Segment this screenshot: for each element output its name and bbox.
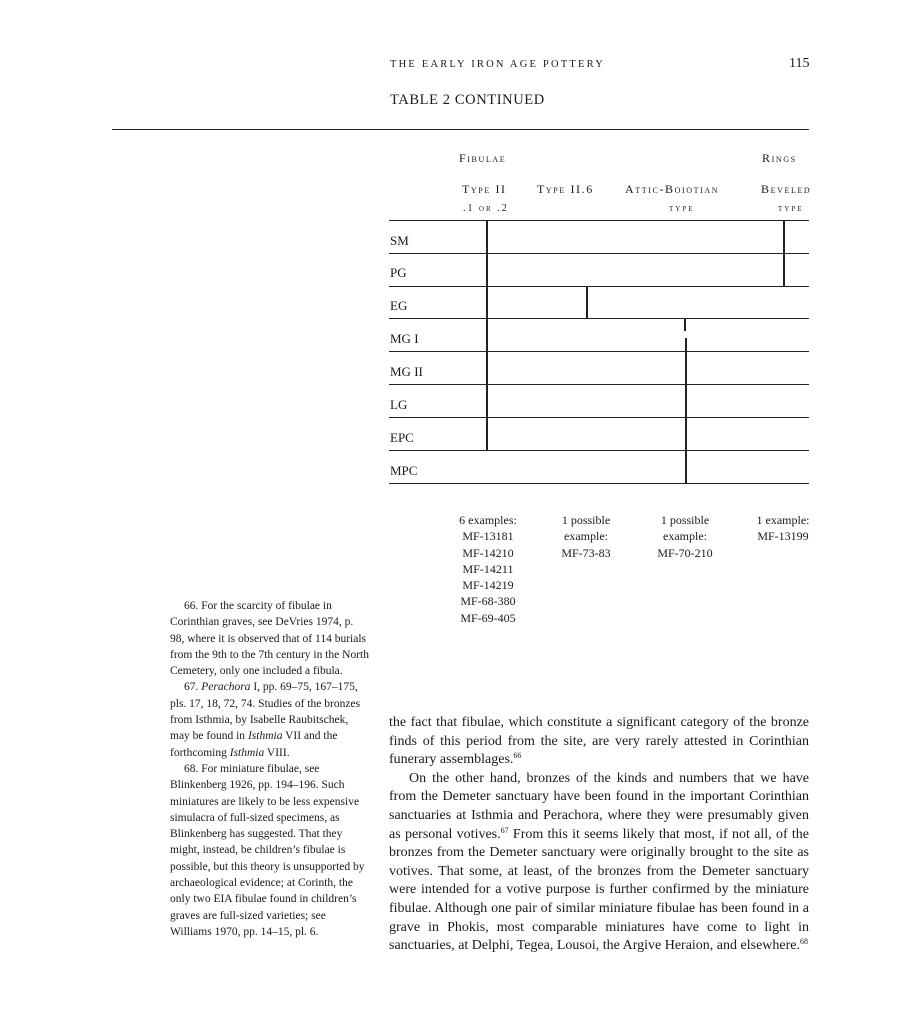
period-label-mpc: MPC <box>390 463 418 478</box>
example-line: example: <box>663 529 707 544</box>
footnote-ref: 67 <box>500 825 509 835</box>
period-label-sm: SM <box>390 233 409 248</box>
range-bar-attic-boiotian-tentative <box>684 318 686 331</box>
footnote-text: VII and the forthcoming <box>170 730 338 759</box>
row-rule <box>389 351 809 352</box>
period-label-lg: LG <box>390 397 408 412</box>
example-line: MF-73-83 <box>561 545 611 560</box>
row-rule <box>389 483 809 484</box>
row-rule <box>389 417 809 418</box>
body-text <box>389 714 809 956</box>
example-line: MF-13181 <box>462 529 514 544</box>
row-rule <box>389 253 809 254</box>
example-line: MF-14211 <box>462 561 514 576</box>
footnote-ref: 68 <box>799 937 808 947</box>
group-rings-heading: Rings <box>762 151 797 165</box>
footnote-67 <box>170 679 370 760</box>
examples-attic-boiotian <box>635 512 735 561</box>
top-rule <box>112 129 809 130</box>
range-bar-type-ii6 <box>586 286 588 319</box>
column-heading-type-ii: Type II <box>462 182 507 196</box>
body-paragraph <box>389 770 809 956</box>
row-rule <box>389 286 809 287</box>
examples-type-ii6 <box>536 512 636 561</box>
range-bar-beveled <box>783 220 785 286</box>
body-paragraph <box>389 714 809 770</box>
example-line: MF-70-210 <box>657 545 713 560</box>
range-bar-type-ii <box>486 220 488 450</box>
period-label-mg-ii: MG II <box>390 364 423 379</box>
footnote-number: 67. <box>184 681 199 694</box>
footnote-text: I, pp. 69–75, 167–175, pls. 17, 18, 72, 74. Studies of the bronzes from Isthmia, by Isabelle Raubitschek, may be found in <box>170 681 361 743</box>
column-heading-type-ii6: Type II.6 <box>537 182 594 196</box>
example-line: MF-13199 <box>757 529 809 544</box>
column-subheading-beveled: type <box>778 203 804 214</box>
italic-title: Isthmia <box>247 730 283 743</box>
footnote-66: 66. For the scarcity of fibulae in Corinthian graves, see DeVries 1974, p. 98, where it is observed that of 114 burials from the 9th to the 7th century in the North Cemetery, only one included a fibula. <box>170 600 369 678</box>
footnotes <box>170 598 370 940</box>
column-subheading-type-ii: .1 or .2 <box>463 203 509 214</box>
column-heading-attic-boiotian: Attic-Boiotian <box>625 182 720 196</box>
example-line: MF-14219 <box>462 578 514 593</box>
footnote-ref: 66 <box>513 751 522 761</box>
period-label-mg-i: MG I <box>390 331 419 346</box>
example-line: 1 possible <box>660 513 710 527</box>
paragraph-text: the fact that fibulae, which constitute a significant category of the bronze finds of this period from the site, are very rarely attested in Corinthian funerary assemblages. <box>389 715 809 768</box>
period-label-epc: EPC <box>390 430 414 445</box>
page-number: 115 <box>789 56 810 71</box>
range-bar-attic-boiotian <box>685 338 687 483</box>
examples-beveled <box>745 512 821 545</box>
period-label-eg: EG <box>390 298 408 313</box>
table-title: TABLE 2 CONTINUED <box>390 92 545 108</box>
row-rule <box>389 450 809 451</box>
example-line: 1 possible <box>561 513 611 527</box>
footnote-68: 68. For miniature fibulae, see Blinkenberg 1926, pp. 194–196. Such miniatures are likely to be less expensive simulacra of full-sized specimens, as Blinkenberg has suggested. That they might, instead, be children’s fibulae is possible, but this theory is unsupported by archaeological evidence; at Corinth, the only two EIA fibulae found in children’s graves are full-sized varieties; see Williams 1970, pp. 14–15, pl. 6. <box>170 762 365 938</box>
column-subheading-attic-boiotian: type <box>669 203 695 214</box>
footnote-text: VIII. <box>264 746 290 759</box>
column-heading-beveled: Beveled <box>761 182 812 196</box>
example-line: MF-69-405 <box>460 610 516 625</box>
paragraph-text: On the other hand, bronzes of the kinds and numbers that we have from the Demeter sanctuary have been found in the important Corinthian sanctuaries at Isthmia and Perachora, where they were presumably given as personal votives. <box>389 770 809 842</box>
period-label-pg: PG <box>390 265 407 280</box>
group-fibulae-heading: Fibulae <box>459 151 507 165</box>
example-line: 6 examples: <box>459 513 517 527</box>
example-line: 1 example: <box>756 513 810 527</box>
example-line: example: <box>564 529 608 544</box>
row-rule <box>389 318 809 319</box>
italic-title: Isthmia <box>229 746 265 759</box>
running-title: THE EARLY IRON AGE POTTERY <box>390 59 606 70</box>
italic-title: Perachora <box>201 681 251 694</box>
paragraph-text: From this it seems likely that most, if not all, of the bronzes from the Demeter sanctuary were originally brought to the site as votives. That some, at least, of the bronzes from the Demeter sanctuary were intended for a votive purpose is further confirmed by the miniature fibulae. Although one pair of similar miniature fibulae has been found in a grave in Phokis, most comparable miniatures have come to light in sanctuaries, at Delphi, Tegea, Lousoi, the Argive Heraion, and elsewhere. <box>389 826 809 954</box>
examples-type-ii <box>438 512 538 626</box>
row-rule <box>389 384 809 385</box>
row-rule <box>389 220 809 221</box>
example-line: MF-68-380 <box>460 594 516 609</box>
example-line: MF-14210 <box>462 545 514 560</box>
